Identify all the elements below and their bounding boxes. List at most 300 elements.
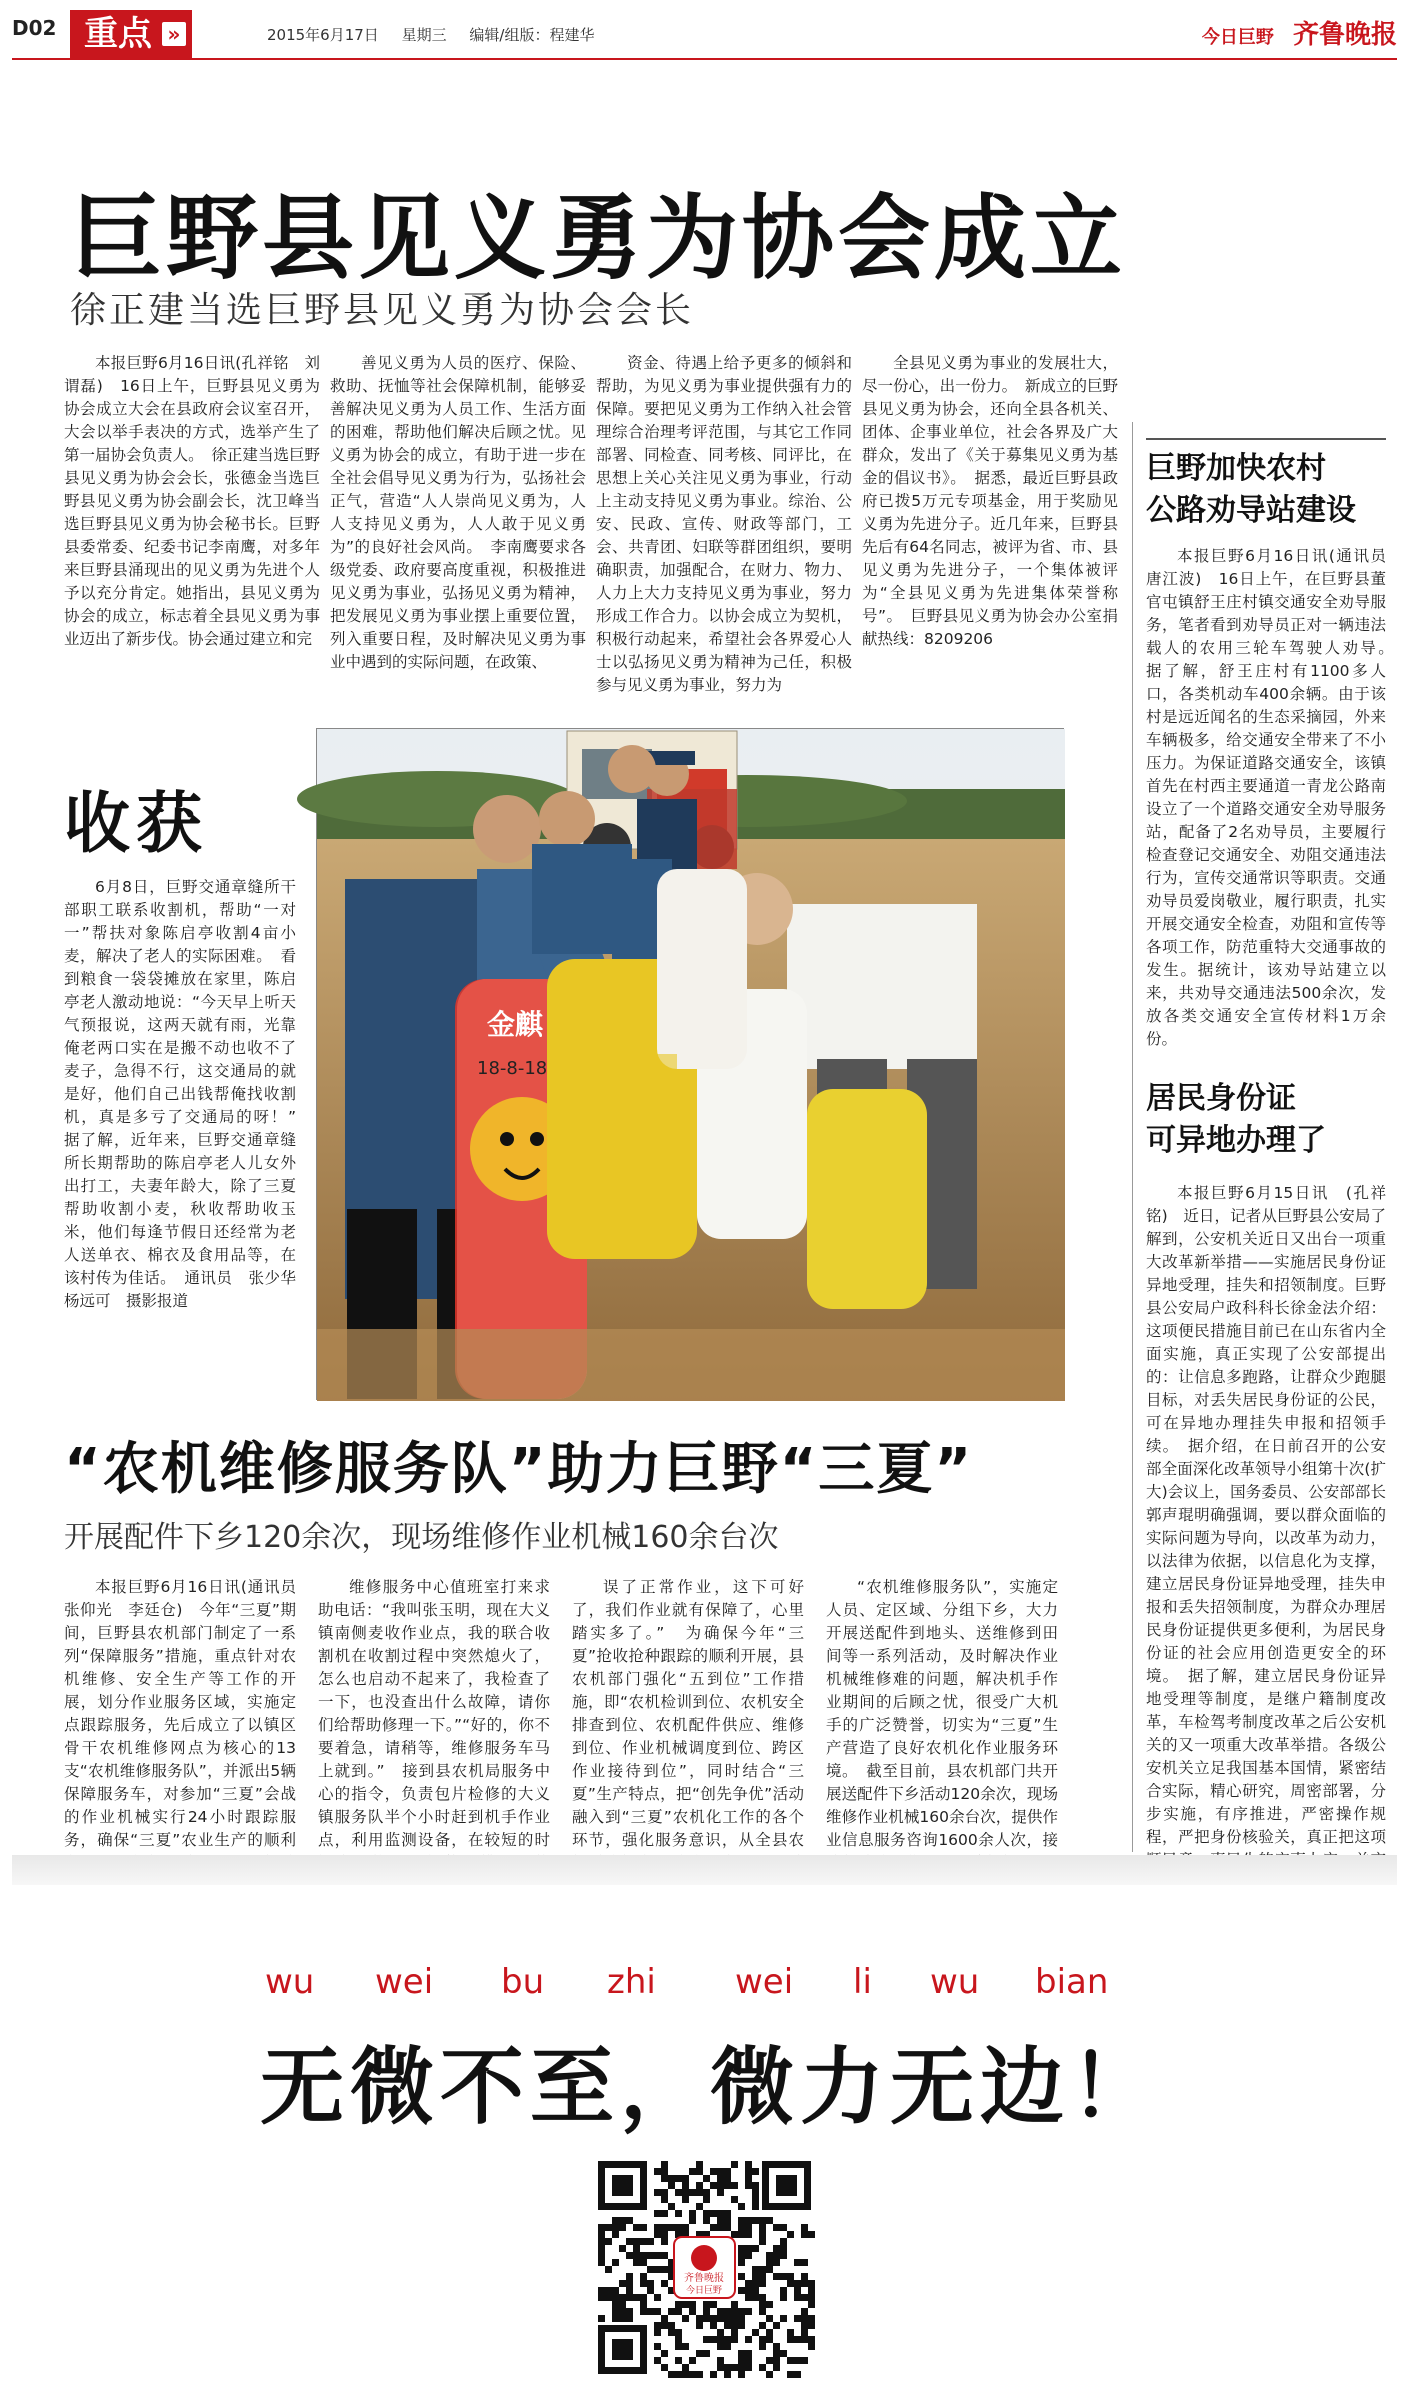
qr-module [745, 2287, 752, 2294]
qr-module [752, 2273, 759, 2280]
qr-module [745, 2182, 752, 2189]
qr-module [752, 2294, 759, 2301]
header-rule [12, 58, 1397, 60]
qr-module [647, 2308, 654, 2315]
qr-module [654, 2252, 661, 2259]
qr-module [710, 2322, 717, 2329]
agri-headline: “农机维修服务队”助力巨野“三夏” [64, 1437, 974, 1502]
qr-module [787, 2357, 794, 2364]
qr-module [689, 2168, 696, 2175]
qr-module [731, 2231, 738, 2238]
qr-module [731, 2315, 738, 2322]
qr-module [738, 2371, 745, 2378]
qr-module [738, 2203, 745, 2210]
pinyin-syllable: wu [265, 1962, 315, 2002]
qr-module [794, 2287, 801, 2294]
qr-module [661, 2238, 668, 2245]
sidebar-story1-title-line1: 巨野加快农村 [1146, 451, 1326, 486]
qr-module [745, 2252, 752, 2259]
qr-module [668, 2203, 675, 2210]
qr-module [696, 2182, 703, 2189]
qr-module [682, 2224, 689, 2231]
qr-module [598, 2294, 605, 2301]
bag-label-code: 18-8-18 [477, 1058, 548, 1079]
pinyin-syllable: li [853, 1962, 872, 2002]
qr-module [745, 2357, 752, 2364]
ad-divider-band [12, 1855, 1397, 1885]
qr-module [801, 2357, 808, 2364]
sidebar-paragraph: 本报巨野6月15日讯 (孔祥铭) 近日，记者从巨野县公安局了解到，公安机关近日又出台一项重大改革新举措——实施居民身份证异地受理，挂失和招领制度。巨野县公安局户政科科长徐金法介绍：这项便民措施目前已在山东省内全面实施，真正实现了公安部提出的：让信息多跑路，让群众少跑腿目标，对丢失居民身份证的公民，可在异地办理挂失申报和招领手续。 据介绍，在日前召开的公安部全面深化改革领导小组第十次(扩大)会议上，国务委员、公安部部长郭声琨明确强调，要以群众面临的实际问题为导向，以改革为动力，以法律为依据，以信息化为支撑，建立居民身份证异地受理，挂失申报和丢失招领制度，为群众办理居民身份证提供更多便利，为居民身份证的社会应用创造更安全的环境。 据了解，建立居民身份证异地受理等制度，是继户籍制度改革，车检驾考制度改革之后公安机关的又一项重大改革举措。各级公安机关立足我国基本国情，紧密结合实际，精心研究，周密部署，分步实施，有序推进，严密操作规程，严把身份核验关，真正把这项 [1146, 1184, 1386, 1846]
qr-module [654, 2294, 661, 2301]
qr-module [731, 2336, 738, 2343]
qr-module [647, 2266, 654, 2273]
qr-module [703, 2196, 710, 2203]
qr-module [752, 2280, 759, 2287]
double-chevron-icon: » [162, 22, 186, 46]
qr-module [675, 2175, 682, 2182]
qr-module [717, 2210, 724, 2217]
qr-module [675, 2336, 682, 2343]
qr-module [682, 2196, 689, 2203]
qr-module [626, 2315, 633, 2322]
qr-module [717, 2336, 724, 2343]
qr-module [640, 2280, 647, 2287]
qr-module [710, 2182, 717, 2189]
qr-module [738, 2322, 745, 2329]
qr-module [675, 2357, 682, 2364]
lead-headline: 巨野县见义勇为协会成立 [70, 185, 1127, 292]
qr-module [794, 2315, 801, 2322]
qr-module [780, 2287, 787, 2294]
qr-module [752, 2245, 759, 2252]
qr-module [759, 2280, 766, 2287]
qr-module [731, 2329, 738, 2336]
harvest-photo-illustration [317, 729, 1065, 1401]
qr-module [619, 2301, 626, 2308]
qr-module [661, 2315, 668, 2322]
qr-module [724, 2308, 731, 2315]
qr-module [808, 2280, 815, 2287]
date-line [267, 24, 612, 45]
agri-paragraph: “农机维修服务队”，实施定人员、定区域、分组下乡，大力开展送配件到地头、送维修到田间等一系列活动，及时解决作业机械维修难的问题，解决机手作业期间的后顾之忧，很受广大机手的广泛赞誉，切实为“三夏”生产营造了良好农机化作业服务环境。 截至目前，县农机部门共开展送配件下乡活动120余次，现场维修作业机械160余台次，提供作业信息服务咨询1600余人次，接 [826, 1578, 1058, 1849]
pinyin-syllable: zhi [607, 1962, 656, 2002]
qr-module [780, 2315, 787, 2322]
qr-module [724, 2322, 731, 2329]
qr-module [640, 2294, 647, 2301]
qr-module [626, 2238, 633, 2245]
qr-module [626, 2273, 633, 2280]
qr-module [759, 2294, 766, 2301]
qr-module [647, 2238, 654, 2245]
qr-module [745, 2217, 752, 2224]
qr-module [759, 2231, 766, 2238]
qr-module [731, 2308, 738, 2315]
qr-module [745, 2280, 752, 2287]
qr-module [633, 2245, 640, 2252]
sidebar-story2-title [1146, 1078, 1326, 1162]
qr-module [598, 2259, 605, 2266]
qr-module [661, 2252, 668, 2259]
qr-module [745, 2294, 752, 2301]
qr-module [654, 2343, 661, 2350]
agri-column-3 [572, 1576, 804, 1851]
qr-module [703, 2301, 710, 2308]
qr-module [717, 2217, 724, 2224]
agri-paragraph: 维修服务中心值班室打来求助电话：“我叫张玉明，现在大义镇南侧麦收作业点，我的联合收割机在收割过程中突然熄火了，怎么也启动不起来了，我检查了一下，也没查出什么故障，请你们给帮助修理一下。”“好的，你不要着急，请稍等，维修服务车马上就到。” 接到县农机局服务中心的指令，负责包片检修的大义镇服务队半个小时赶到机手作业点，利用监测设备，在较短的时 [318, 1578, 550, 1849]
qr-module [759, 2224, 766, 2231]
qr-logo-text-2: 今日巨野 [685, 2286, 723, 2296]
qr-module [640, 2224, 647, 2231]
sidebar-story1-text [1146, 545, 1402, 1048]
qr-module [675, 2301, 682, 2308]
qr-module [766, 2315, 773, 2322]
qr-module [773, 2273, 780, 2280]
qr-module [731, 2364, 738, 2371]
agri-subheadline: 开展配件下乡120余次，现场维修作业机械160余台次 [64, 1520, 779, 1555]
qr-module [745, 2336, 752, 2343]
sidebar-rule [1146, 438, 1386, 440]
lead-paragraph: 本报巨野6月16日讯(孔祥铭 刘谓磊) 16日上午，巨野县见义勇为协会成立大会在县政府会议室召开，大会以举手表决的方式，选举产生了第一届协会负责人。 徐正建当选巨野县见义勇为协会会长，张德金当选巨野县见义勇为协会副会长，沈卫峰当选巨野县见义勇为协会秘书长。巨野县委常委、纪委书记李南鹰，对多年来巨野县涌现出的见义勇为先进个人予以充分肯定。她指出，县见义勇为协会的成立，标志着全县见义勇为事业迈出了新步伐。协会通过建立和完 [64, 354, 320, 648]
qr-module [612, 2224, 619, 2231]
qr-module [759, 2273, 766, 2280]
qr-module [612, 2287, 619, 2294]
qr-module [703, 2217, 710, 2224]
qr-module [724, 2175, 731, 2182]
qr-module [745, 2364, 752, 2371]
qr-module [808, 2301, 815, 2308]
qr-module [661, 2175, 668, 2182]
qr-module [675, 2210, 682, 2217]
qr-module [640, 2301, 647, 2308]
qr-module [717, 2329, 724, 2336]
lead-paragraph: 善见义勇为人员的医疗、保险、救助、抚恤等社会保障机制，能够妥善解决见义勇为人员工作、生活方面的困难，帮助他们解决后顾之忧。见义勇为协会的成立，有助于进一步在全社会倡导见义勇为行为，弘扬社会正气，营造“人人崇尚见义勇为，人人支持见义勇为，人人敢于见义勇为”的良好社会风尚。 李南鹰要求各级党委、政府要高度重视，积极推进见义勇为事业，弘扬见义勇为精神，把发展见义勇为事业摆上重要位置，列入重要日程，及时解决见义勇为事业中遇到的实际问题，在政策、 [330, 354, 586, 671]
qr-module [752, 2266, 759, 2273]
agri-paragraph: 本报巨野6月16日讯(通讯员 张仰光 李廷仓) 今年“三夏”期间，巨野县农机部门制定了一系列“保障服务”措施，重点针对农机维修、安全生产等工作的开展，划分作业服务区域，实施定点跟踪服务，先后成立了以镇区骨干农机维修网点为核心的13支“农机维修服务队”，并派出5辆保障服务车，对参加“三夏”会战的作业机械实行24小时跟踪服务，确保“三夏”农业生产的顺利 [64, 1578, 296, 1849]
qr-module [647, 2287, 654, 2294]
lead-column-4 [862, 352, 1118, 712]
qr-module [717, 2182, 724, 2189]
qr-module [752, 2203, 759, 2210]
qr-module [801, 2259, 808, 2266]
section-tag[interactable] [70, 10, 192, 58]
qr-module [710, 2336, 717, 2343]
qr-module [689, 2308, 696, 2315]
qr-module [801, 2224, 808, 2231]
qr-module [717, 2189, 724, 2196]
qr-module [745, 2175, 752, 2182]
qr-module [766, 2301, 773, 2308]
qr-module [724, 2217, 731, 2224]
qr-module [745, 2161, 752, 2168]
agri-paragraph: 误了正常作业，这下可好了，我们作业就有保障了，心里踏实多了。” 为确保今年“三夏”抢收抢种跟踪的顺利开展，县农机部门强化“五到位”工作措施，即“农机检训到位、农机安全排查到位、农机配件供应、维修到位、作业机械调度到位、跨区作业接待到位”，同时结合“三夏”生产特点，把“创先争优”活动融入到“三夏”农机化工作的各个环节，强化服务意识，从全县农 [572, 1578, 804, 1849]
qr-module [633, 2259, 640, 2266]
qr-module [738, 2308, 745, 2315]
qr-module [661, 2322, 668, 2329]
qr-module [759, 2308, 766, 2315]
column-divider [1132, 422, 1133, 1852]
qr-module [738, 2259, 745, 2266]
qr-module [787, 2231, 794, 2238]
qr-module [724, 2371, 731, 2378]
qr-module [612, 2294, 619, 2301]
qr-module [738, 2224, 745, 2231]
issue-date: 2015年6月17日 [267, 26, 379, 44]
qr-module [759, 2217, 766, 2224]
pinyin-syllable: wu [930, 1962, 980, 2002]
lead-column-2 [330, 352, 586, 712]
qr-module [738, 2357, 745, 2364]
qr-module [682, 2343, 689, 2350]
qr-module [689, 2210, 696, 2217]
qr-module [794, 2336, 801, 2343]
qr-module [654, 2210, 661, 2217]
qr-module [801, 2336, 808, 2343]
qr-module [808, 2336, 815, 2343]
agri-column-1 [64, 1576, 296, 1851]
qr-code-icon[interactable] [592, 2155, 817, 2380]
qr-module [626, 2252, 633, 2259]
edition-name: 今日巨野 [1201, 27, 1274, 48]
qr-module [661, 2168, 668, 2175]
qr-module [689, 2301, 696, 2308]
qr-module [605, 2294, 612, 2301]
qr-module [626, 2308, 633, 2315]
qr-module [661, 2189, 668, 2196]
qr-module [598, 2315, 605, 2322]
qr-module [668, 2322, 675, 2329]
qr-module [808, 2294, 815, 2301]
qr-module [717, 2175, 724, 2182]
qr-module [626, 2280, 633, 2287]
qr-module [724, 2224, 731, 2231]
qr-module [675, 2308, 682, 2315]
qr-module [717, 2224, 724, 2231]
qr-module [661, 2196, 668, 2203]
qr-module [696, 2189, 703, 2196]
qr-module [794, 2294, 801, 2301]
qr-module [633, 2238, 640, 2245]
qr-module [605, 2238, 612, 2245]
qr-module [654, 2308, 661, 2315]
pinyin-syllable: bian [1035, 1962, 1109, 2002]
qr-module [682, 2315, 689, 2322]
ad-slogan: 无微不至，微力无边！ [260, 2038, 1161, 2136]
qr-module [675, 2371, 682, 2378]
qr-module [745, 2168, 752, 2175]
qr-module [682, 2364, 689, 2371]
qr-module [724, 2336, 731, 2343]
sidebar-story2-title-line1: 居民身份证 [1146, 1081, 1296, 1116]
qr-module [780, 2273, 787, 2280]
qr-module [731, 2161, 738, 2168]
qr-logo-text: 齐鲁晚报 [684, 2273, 724, 2284]
qr-module [612, 2259, 619, 2266]
qr-module [745, 2350, 752, 2357]
qr-module [745, 2245, 752, 2252]
qr-module [682, 2175, 689, 2182]
qr-module [661, 2210, 668, 2217]
qr-module [752, 2168, 759, 2175]
qr-module [640, 2252, 647, 2259]
qr-module [780, 2294, 787, 2301]
qr-module [780, 2238, 787, 2245]
qr-module [724, 2210, 731, 2217]
qr-module [801, 2280, 808, 2287]
qr-module [738, 2287, 745, 2294]
qr-module [717, 2364, 724, 2371]
qr-module [619, 2308, 626, 2315]
qr-module [766, 2259, 773, 2266]
qr-module [675, 2329, 682, 2336]
qr-module [605, 2266, 612, 2273]
qr-module [731, 2301, 738, 2308]
qr-module [633, 2224, 640, 2231]
qr-module [738, 2231, 745, 2238]
qr-module [759, 2322, 766, 2329]
qr-module [626, 2217, 633, 2224]
lead-paragraph: 资金、待遇上给予更多的倾斜和帮助，为见义勇为事业提供强有力的保障。要把见义勇为工作纳入社会管理综合治理考评范围，与其它工作同部署、同检查、同考核、同评比，在思想上关心关注见义勇为事业，行动上主动支持见义勇为事业。综治、公安、民政、宣传、财政等部门，工会、共青团、妇联等群团组织，要明确职责，加强配合，在财力、物力、人力上大力支持见义勇为事业，努力形成工作合力。以协会成立为契机，积极行动起来，希望社会各界爱心人士以弘扬见义勇为精神为己任，积极参与见义勇为事业，努力为 [596, 354, 852, 694]
qr-module [696, 2315, 703, 2322]
qr-module [738, 2315, 745, 2322]
qr-module [752, 2329, 759, 2336]
qr-module [766, 2266, 773, 2273]
qr-module [696, 2322, 703, 2329]
qr-module [738, 2364, 745, 2371]
qr-module [640, 2308, 647, 2315]
qr-module [612, 2308, 619, 2315]
page-number: D02 [12, 16, 57, 40]
qr-module [654, 2357, 661, 2364]
qr-module [703, 2336, 710, 2343]
qr-module [668, 2329, 675, 2336]
qr-module [766, 2252, 773, 2259]
qr-module [724, 2168, 731, 2175]
qr-module [689, 2357, 696, 2364]
qr-module [647, 2280, 654, 2287]
qr-module [654, 2189, 661, 2196]
qr-code-graphic [592, 2155, 817, 2380]
qr-module [787, 2371, 794, 2378]
qr-module [598, 2238, 605, 2245]
qr-module [598, 2252, 605, 2259]
section-label: 重点 [84, 14, 152, 54]
issue-weekday: 星期三 [401, 26, 447, 44]
qr-module [780, 2350, 787, 2357]
sidebar-story2-title-line2: 可异地办理了 [1146, 1123, 1326, 1158]
qr-module [745, 2231, 752, 2238]
qr-module [724, 2315, 731, 2322]
sidebar-story1-title [1146, 448, 1356, 532]
qr-module [773, 2350, 780, 2357]
qr-module [773, 2224, 780, 2231]
qr-module [626, 2287, 633, 2294]
qr-module [745, 2224, 752, 2231]
qr-module [703, 2315, 710, 2322]
qr-module [773, 2259, 780, 2266]
qr-module [682, 2182, 689, 2189]
qr-module [703, 2189, 710, 2196]
qr-module [654, 2329, 661, 2336]
qr-module [724, 2364, 731, 2371]
qr-module [745, 2308, 752, 2315]
qr-module [689, 2189, 696, 2196]
qr-module [759, 2301, 766, 2308]
qr-module [696, 2168, 703, 2175]
qr-module [787, 2280, 794, 2287]
qr-module [710, 2224, 717, 2231]
qr-module [766, 2217, 773, 2224]
qr-module [794, 2280, 801, 2287]
qr-module [654, 2231, 661, 2238]
qr-module [661, 2350, 668, 2357]
qr-module [808, 2231, 815, 2238]
qr-module [808, 2343, 815, 2350]
qr-module [759, 2238, 766, 2245]
qr-module [619, 2280, 626, 2287]
lead-column-3 [596, 352, 852, 712]
qr-module [710, 2315, 717, 2322]
qr-module [738, 2273, 745, 2280]
qr-module [794, 2357, 801, 2364]
agri-column-4 [826, 1576, 1058, 1851]
pinyin-syllable: bu [501, 1962, 545, 2002]
qr-module [773, 2364, 780, 2371]
qr-module [731, 2322, 738, 2329]
qr-module [808, 2322, 815, 2329]
qr-module [661, 2231, 668, 2238]
harvest-text [64, 876, 312, 1336]
qr-module [717, 2343, 724, 2350]
qr-module [717, 2308, 724, 2315]
qr-module [780, 2224, 787, 2231]
qr-module [808, 2315, 815, 2322]
qr-module [787, 2273, 794, 2280]
qr-module [675, 2224, 682, 2231]
qr-module [766, 2371, 773, 2378]
qr-module [759, 2343, 766, 2350]
qr-module [801, 2273, 808, 2280]
qr-module [668, 2182, 675, 2189]
qr-module [787, 2329, 794, 2336]
qr-module [626, 2294, 633, 2301]
qr-module [780, 2245, 787, 2252]
qr-module [633, 2252, 640, 2259]
qr-module [738, 2217, 745, 2224]
qr-module [619, 2224, 626, 2231]
qr-module [612, 2217, 619, 2224]
qr-module [773, 2322, 780, 2329]
qr-module [668, 2175, 675, 2182]
lead-subheadline: 徐正建当选巨野县见义勇为协会会长 [70, 290, 695, 331]
qr-module [605, 2224, 612, 2231]
qr-module [619, 2315, 626, 2322]
qr-module [773, 2343, 780, 2350]
qr-module [759, 2266, 766, 2273]
qr-module [612, 2315, 619, 2322]
qr-module [773, 2245, 780, 2252]
qr-module [794, 2259, 801, 2266]
sidebar-story2-text [1146, 1182, 1386, 1847]
qr-module [717, 2168, 724, 2175]
newspaper-logo: 齐鲁晚报 [1292, 20, 1397, 50]
qr-module [759, 2336, 766, 2343]
qr-module [724, 2182, 731, 2189]
qr-module [752, 2182, 759, 2189]
qr-module [640, 2238, 647, 2245]
qr-module [654, 2266, 661, 2273]
qr-module [738, 2245, 745, 2252]
qr-module [654, 2322, 661, 2329]
